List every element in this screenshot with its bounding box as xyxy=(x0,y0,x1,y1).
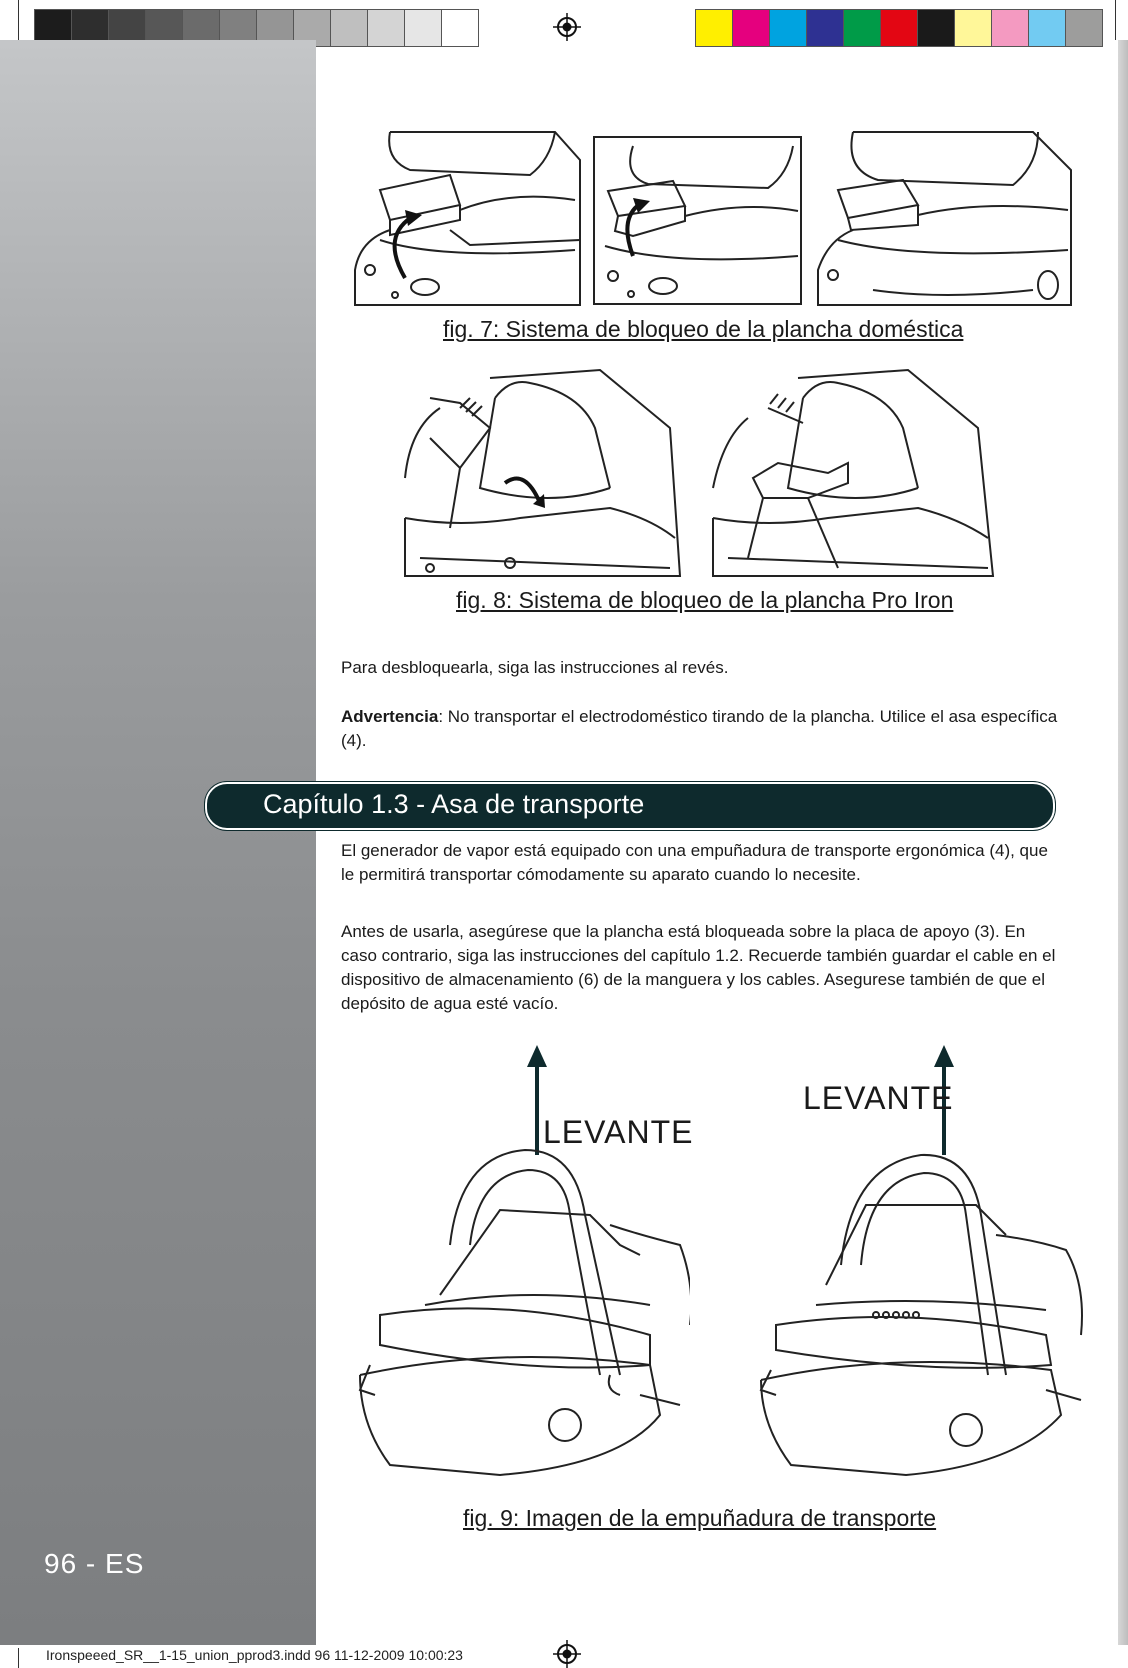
trim-mark xyxy=(1115,0,1116,40)
fig8-caption: fig. 8: Sistema de bloqueo de la plancha Pro Iron xyxy=(456,587,954,613)
registration-mark-icon xyxy=(553,13,581,41)
grey-swatch xyxy=(442,10,478,46)
color-swatch xyxy=(992,10,1029,46)
fig7-illustration-1 xyxy=(350,130,584,306)
fig7-caption: fig. 7: Sistema de bloqueo de la plancha doméstica xyxy=(443,316,964,342)
warning-paragraph xyxy=(341,705,1081,753)
fig9-caption: fig. 9: Imagen de la empuñadura de transporte xyxy=(463,1505,937,1531)
page-edge xyxy=(1118,40,1128,1645)
lift-label-right: LEVANTE xyxy=(803,1080,954,1116)
warning-label: Advertencia xyxy=(341,707,439,726)
chapter-title: Capítulo 1.3 - Asa de transporte xyxy=(263,789,645,819)
fig7-illustration-2 xyxy=(593,136,803,306)
color-swatch xyxy=(696,10,733,46)
grey-swatch xyxy=(405,10,442,46)
file-slug: Ironspeeed_SR__1-15_union_pprod3.indd 96 11-12-2009 10:00:23 xyxy=(46,1647,463,1663)
fig8-illustration-1 xyxy=(400,368,690,578)
color-swatch xyxy=(770,10,807,46)
fig9-illustration-left xyxy=(350,1045,690,1485)
chapter-heading-bar xyxy=(205,782,1055,830)
color-swatch xyxy=(1066,10,1102,46)
trim-mark xyxy=(18,1648,19,1668)
color-swatch xyxy=(844,10,881,46)
color-swatch xyxy=(733,10,770,46)
color-swatch xyxy=(807,10,844,46)
before-use-paragraph: Antes de usarla, asegúrese que la plancha está bloqueada sobre la placa de apoyo (3). En caso contrario, siga las instrucciones del capítulo 1.2. Recuerde también guardar el cable en el dispositivo de almacenamiento (6) de la manguera y los cables. Asegurese también de que el depósito de agua esté vacío. xyxy=(341,922,1056,1013)
left-sidebar-band xyxy=(0,40,316,1645)
grey-swatch xyxy=(368,10,405,46)
warning-text: : No transportar el electrodoméstico tirando de la plancha. Utilice el asa específica (4). xyxy=(341,707,1058,750)
color-swatch xyxy=(918,10,955,46)
color-swatch xyxy=(955,10,992,46)
page-number: 96 - ES xyxy=(44,1548,145,1579)
fig7-illustration-3 xyxy=(813,130,1075,306)
unlock-instruction: Para desbloquearla, siga las instrucciones al revés. xyxy=(341,658,729,677)
grey-swatch xyxy=(331,10,368,46)
carry-handle-paragraph: El generador de vapor está equipado con una empuñadura de transporte ergonómica (4), que le permitirá transportar cómodamente su aparato cuando lo necesite. xyxy=(341,841,1048,884)
registration-mark-icon xyxy=(553,1640,581,1668)
color-calibration-strip xyxy=(695,9,1103,47)
color-swatch xyxy=(881,10,918,46)
trim-mark xyxy=(18,0,19,40)
fig8-illustration-2 xyxy=(708,368,998,578)
color-swatch xyxy=(1029,10,1066,46)
lift-label-left: LEVANTE xyxy=(543,1114,694,1150)
